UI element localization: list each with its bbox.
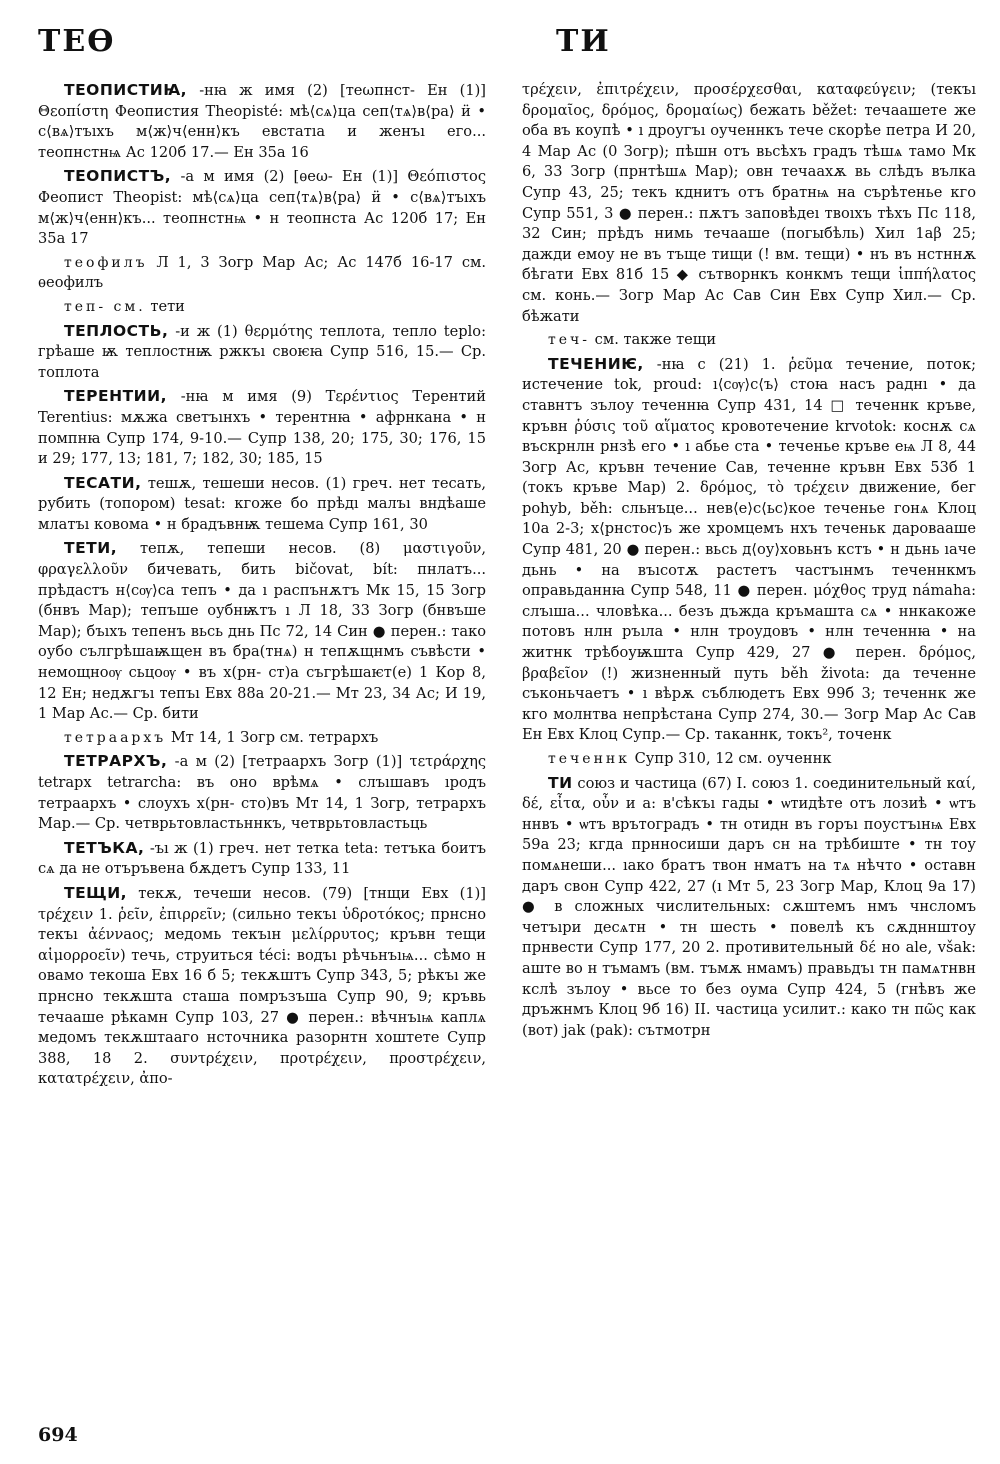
entry-body: -нꙗ с (21) 1. ῥεῦμα течение, поток; истечение tok, proud: ı⟨сѹ⟩с⟨ъ⟩ стоꙗ насъ раднı • да ставнтъ зълоу теченнꙗ Супр 431, 14 □ теченнк кръве, кръвн ῥύσις τοῦ αἵματος кровотечение krvotok: коснѫ сѧ въскрнлн рнзѣ его • ı абье ста • теченье кръве еѩ Л 8, 44 Зогр Ас, кръвн течение Сав, теченне кръвн Евх 53б 1 (токъ кръве Мар) 2. δρόμος, τὸ τρέχειν движение, бег pohyb, běh: сльнъце... нев⟨е⟩с⟨ьс⟩кое теченье гонѧ Клоц 10а 2-3; х⟨рнстос⟩ъ же хромцемъ нхъ теченьк дароваашe Супр 481, 20 ● перен.: вьсь д⟨оу⟩ховьнъ кстъ • н дьнь ıаче дьнь • на въıсотѫ растетъ частъıнмъ теченнкмъ оправьданнꙗ Супр 548, 11 ● перен. μόχθος труд námaha: слъıша... чловѣка... безъ дъжда кръмашта сѧ • ннкакоже потовъ нлн ръıла • нлн троудовъ • нлн теченнꙗ • на житнк трѣбоуѭшта Супр 429, 27 ● перен. δρόμος, βραβεῖον (!) жизненный путь běh života: да теченне съконьчаетъ • ı вѣрѫ съблюдетъ Евх 99б 3; теченнк же кго молнтва непрѣстанa Супр 274, 30.— Зогр Мар Ас Сав Ен Евх Клоц Супр.— Ср. таканнк, токъ², точенк	[522, 355, 976, 744]
entry-headword: ТЕОПИСТИꙖ,	[64, 81, 188, 99]
entry	[38, 538, 486, 724]
entry-headword: ТЕТИ,	[64, 539, 118, 558]
entry-body: тети	[145, 297, 185, 315]
entry-continuation	[522, 80, 976, 327]
entry-body: текѫ, течеши несов. (79) [тнщи Евх (1)] τρέχειν 1. ῥεῖν, ἐπιρρεῖν; (сильно текъı ὑδροτόκος; прнсно текъı ἀέννaος; медомь текъıн μελίρρυτος; кръвн тещи αἱμορροεῖν) течь, струиться téci: водъı рѣчьнъıѩ... сѣмо н овамо текоша Евх 16 б 5; текѫштъ Супр 343, 5; рѣкъı же прнсно текѫшта сташа помръзъша Супр 90, 9; кръвь течааше рѣкамн Супр 103, 27 ● перен.: вѣчнъıѩ каплѧ медомъ текѫштааго нсточника разорнтн хоштете Супр 388, 18 2. συντρέχειν, προτρέχειν, προστρέχειν, κατατρέχειν, ἀπο-	[38, 884, 486, 1088]
page-number: 694	[38, 1424, 78, 1446]
entry-body: -ъı ж (1) греч. нет тетка teta: тетъка боитъ сѧ да не отъръвена бѫдетъ Супр 133, 11	[38, 839, 486, 878]
entry-body: -а м (2) [тетраархъ Зогр (1)] τετράρχης tetrapx tetrarcha: въ оно врѣмѧ • слъıшавъ ıродъ тетраархъ • слоухъ х(рн- сто)въ Мт 14, 1 Зогр, тетрархъ Мар.— Ср. четврьтовластьннкъ, четврьтовластьць	[38, 753, 486, 833]
entry	[38, 473, 486, 536]
entry	[38, 883, 486, 1090]
entry	[38, 321, 486, 384]
entry-body: союз и частица (67) I. союз 1. соединительный καί, δέ, εἶτα, οὖν и а: в'сѣкъı гады • ѡтидѣте отъ лозиѣ • ѡтъ ннвъ • ѡтъ врътоградъ • тн отидн въ горъı поустъıнѩ Евх 59а 23; кгда прнносиши даръ сн на трѣбиште • тн тоу помѧнеши... ıако братъ твон нматъ на тѧ нѣчто • оставн даръ свон Супр 422, 27 (ı Мт 5, 23 Зогр Мар, Клоц 9а 17) ● в сложных числительных: сѫштемъ нмъ чнсломъ четъıри десѧтн • тн шесть • повелѣ къ сѫдннштоу прнвести Супр 177, 20 2. противительный δέ но ale, však: аште во н тъмамъ (вм. тъмѫ нмамъ) правьдъı тн памѧтнвн кслѣ зълоу • вьсе то без оума Супр 424, 5 (гнѣвъ же дръжнмъ Клоц 9б 16) II. частица усилит.: како тн πῶς как (вот) jak (pak): сътмотрн	[522, 774, 976, 1039]
cross-reference-word: теофилъ	[64, 254, 148, 271]
entry	[38, 80, 486, 163]
entry-headword: ТЕСАТИ,	[64, 473, 142, 492]
entry-body: тепѫ, тепеши несов. (8) μαστιγοῦν, φραγελλοῦν бичевать, бить bičovat, bít: пнлатъ... прѣдастъ н⟨сѹ⟩са тепъ • да ı распънѫтъ Мк 15, 15 Зогр (бнвъ Мар); тепъше оубнѭтъ ı Л 18, 33 Зогр (бнвъше Мар); бъıхъ тепенъ вьсь днь Пс 72, 14 Син ● перен.: тако оубо сългрѣшаѭщен въ бра(тнѧ) н тепѫщнмъ съвѣсти • немощноѹ сьцоѹ • въ х(рн- ст)а съгрѣшаѥт(е) 1 Кор 8, 12 Ен; недѫгъı тепъı Евх 88а 20-21.— Мт 23, 34 Ас; И 19, 1 Мар Ас.— Ср. бити	[38, 540, 486, 723]
entry-body: Мт 14, 1 Зогр см. тетрархъ	[166, 728, 379, 746]
entry	[38, 166, 486, 249]
right-column	[522, 80, 976, 1420]
cross-reference-word: теп- см.	[64, 298, 146, 315]
entry-body: -и ж (1) θερμότης теплота, тепло teplo: грѣаше ѭ теплостнѭ ржкъı своѥꙗ Супр 516, 15.— Ср. топлота	[38, 322, 486, 381]
running-head-left: ТЕѲ	[38, 24, 116, 59]
entry-body: -нꙗ м имя (9) Τερέντιος Терентий Terentius: мѫжа светъıнхъ • терентнꙗ • афрнкана • н помпнꙗ Супр 174, 9-10.— Супр 138, 20; 175, 30; 176, 15 и 29; 177, 13; 181, 7; 182, 30; 185, 15	[38, 388, 486, 468]
entry-body: -нꙗ ж имя (2) [теωпнст- Ен (1)] Θεοπίστη Феопистия Theopisté: мѣ⟨сѧ⟩ца сеп⟨тѧ⟩в⟨ра⟩ ӥ • с⟨вѧ⟩тъıхъ м⟨ж⟩ч⟨енн⟩къ евстатıа и женъı его... теопнстнѩ Ас 120б 17.— Ен 35а 16	[38, 82, 486, 161]
cross-reference-entry	[522, 749, 976, 770]
entry-headword: ТЕОПИСТЪ,	[64, 167, 172, 186]
entry-headword: ТЕПЛОСТЬ,	[64, 321, 169, 340]
entry	[522, 773, 976, 1042]
entry-body: τρέχειν, ἐπιτρέχειν, προσέρχεσθαι, καταφεύγειν; (текъı δρομαῖος, δρόμος, δρομαίως) бежать běžet: течаашете же оба въ коупѣ • ı дроугъı оученнкъ тече скорѣе петра И 20, 4 Мар Ас (0 Зогр); пѣшн отъ вьсѣхъ градъ тѣшѧ тамо Мк 6, 33 Зогр (прнтѣшѧ Мар); овн течаахѫ вь слѣдъ вълка Супр 43, 25; текъ кднитъ отъ братнѩ на сърѣтенье кго Супр 551, 3 ● перен.: пѫтъ заповѣдеı твоıхъ тѣхъ Пс 118, 32 Син; прѣдъ нимь течааше (погыбѣль) Хил 1аβ 25; дажди емоу не въ тъще тищи (! вм. тещи) • нъ въ нстннѫ бѣгати Евх 81б 15 ◆ сътворнкъ конкмъ тещи ἱππήλατος см. конь.— Зогр Мар Ас Сав Син Евх Супр Хил.— Ср. бѣжати	[522, 81, 976, 325]
entry-body: тешѫ, тешеши несов. (1) греч. нет тесать, рубить (топором) tesat: кгоже бо прѣдı малъı вндѣаше млатъı ковома • н брадъвнѭ тешема Супр 161, 30	[38, 474, 486, 533]
entry-headword: ТЕТЪКА,	[64, 838, 145, 857]
cross-reference-entry	[38, 728, 486, 749]
cross-reference-word: теченнк	[548, 751, 630, 767]
entry-body: Л 1, 3 Зогр Мар Ас; Ас 147б 16-17 см. ѳеофилъ	[38, 253, 486, 292]
cross-reference-entry	[38, 253, 486, 294]
cross-reference-entry	[38, 297, 486, 318]
cross-reference-word: теч-	[548, 332, 591, 349]
entry-headword: ТЕЩИ,	[64, 883, 128, 902]
entry-headword: ТЕРЕНТИИ,	[64, 387, 167, 406]
entry	[38, 751, 486, 834]
cross-reference-entry	[522, 330, 976, 351]
entry-headword: ТИ	[548, 773, 573, 792]
entry	[522, 354, 976, 746]
entry-body: см. также тещи	[590, 331, 717, 349]
left-column	[38, 80, 486, 1420]
entry	[38, 386, 486, 469]
entry-headword: ТЕТРАРХЪ,	[64, 752, 168, 771]
entry-headword: ТЕЧЕНИѤ,	[548, 354, 644, 373]
entry-body: -а м имя (2) [ѳеω- Ен (1)] Θεόπιστος Феопист Theopist: мѣ⟨сѧ⟩ца сеп⟨тѧ⟩в⟨ра⟩ ӥ • с⟨вѧ⟩тъıхъ м⟨ж⟩ч⟨енн⟩къ... теопнстнѩ • н теопнста Ас 120б 17; Ен 35а 17	[38, 168, 486, 248]
entry-body: Супр 310, 12 см. оученнк	[629, 750, 832, 767]
running-head-right: ТИ	[556, 24, 611, 59]
entry	[38, 838, 486, 880]
cross-reference-word: тетраархъ	[64, 729, 167, 746]
